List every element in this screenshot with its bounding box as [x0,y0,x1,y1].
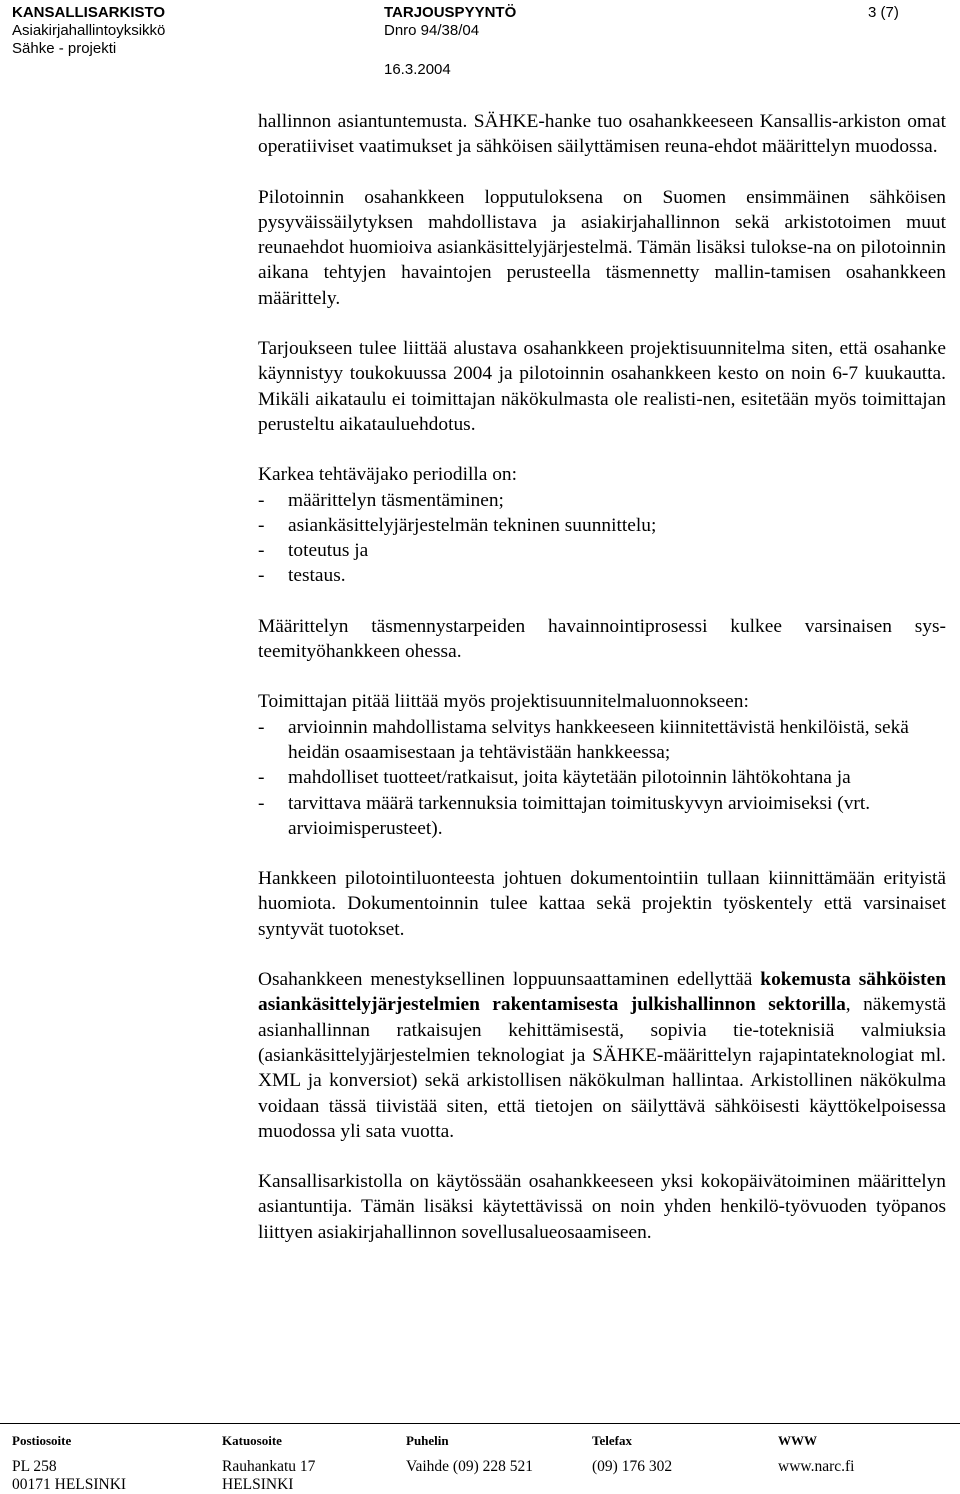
document-body [258,109,946,1245]
attachment-item: - mahdolliset tuotteet/ratkaisut, joita käytetään pilotoinnin lähtökohtana ja [258,767,851,789]
footer-www-link[interactable]: www.narc.fi [778,1458,855,1475]
paragraph-requirements [258,967,946,1144]
task-item: - määrittelyn täsmentäminen; [258,489,504,511]
page-number: 3 (7) [868,4,899,21]
footer-street-line2: HELSINKI [222,1476,294,1493]
paragraph-project-plan: Tarjoukseen tulee liittää alustava osahankkeen projektisuunnitelma siten, että osahanke käynnistyy toukokuussa 2004 ja pilotoinnin osahankkeen kesto on noin 6-7 kuukautta. Mikäli aikataulu ei toimittajan näkökulmasta ole realisti-nen, esitetään myös toimittajan perusteltu aikatauluehdotus. [258,338,946,435]
footer-label-www: WWW [778,1433,817,1448]
unit-name: Asiakirjahallintoyksikkö [12,22,166,39]
attachments-intro: Toimittajan pitää liittää myös projektisuunnitelmaluonnokseen: [258,691,749,713]
footer-label-phone: Puhelin [406,1433,449,1448]
attachment-item-text: mahdolliset tuotteet/ratkaisut, joita käytetään pilotoinnin lähtökohtana ja [288,767,851,789]
attachment-item-text: arvioinnin mahdollistama selvitys hankkeeseen kiinnitettävistä henkilöistä, sekä heidän osaamisestaan ja tehtävistään hankkeessa; [288,716,909,763]
footer-fax: (09) 176 302 [592,1458,673,1475]
attachment-item-text: tarvittava määrä tarkennuksia toimittajan toimituskyvyn arvioimiseksi (vrt. arvioimisperusteet). [288,792,871,839]
task-item-text: testaus. [288,565,346,587]
footer-label-postal: Postiosoite [12,1433,72,1448]
footer-postal-line2: 00171 HELSINKI [12,1476,127,1493]
document-reference: Dnro 94/38/04 [384,22,480,39]
footer-label-street: Katuosoite [222,1433,282,1448]
footer-postal-line1: PL 258 [12,1458,57,1475]
project-name: Sähke - projekti [12,40,117,57]
task-item-text: toteutus ja [288,540,369,562]
task-item: - toteutus ja [258,540,369,562]
task-item-text: määrittelyn täsmentäminen; [288,489,504,511]
document-type: TARJOUSPYYNTÖ [384,4,517,21]
attachment-item: - arvioinnin mahdollistama selvitys hankkeeseen kiinnitettävistä henkilöistä, sekä heidän osaamisestaan ja tehtävistään hankkeessa; [258,716,909,763]
tasks-intro: Karkea tehtäväjako periodilla on: [258,464,517,486]
task-item: - testaus. [258,565,346,587]
paragraph-pilot-result: Pilotoinnin osahankkeen lopputuloksena on Suomen ensimmäinen sähköisen pysyväissäilytyksen mahdollistava ja asiakirjahallinnon sekä arkistotoimen muut reunaehdot huomioiva asiankäsittelyjärjestelmä. Tämän lisäksi tulokse-na on pilotoinnin aikana tehtyjen havaintojen perusteella täsmennetty mallin-tamisen osahankkeen määrittely. [258,186,946,309]
footer-label-fax: Telefax [592,1433,632,1448]
footer-divider [0,1423,960,1424]
paragraph-process: Määrittelyn täsmennystarpeiden havainnointiprosessi kulkee varsinaisen sys-teemityöhankkeen ohessa. [258,615,946,663]
attachment-item: - tarvittava määrä tarkennuksia toimittajan toimituskyvyn arvioimiseksi (vrt. arvioimisperusteet). [258,792,871,839]
footer-street-line1: Rauhankatu 17 [222,1458,316,1475]
task-item: - asiankäsittelyjärjestelmän tekninen suunnittelu; [258,514,657,536]
paragraph-documentation: Hankkeen pilotointiluonteesta johtuen dokumentointiin tullaan kiinnittämään erityistä huomiota. Dokumentoinnin tulee kattaa sekä projektin työskentely että varsinaiset syntyvät tuotokset. [258,868,946,940]
requirements-emphasis: kokemusta sähköisten asiankäsittelyjärjestelmien rakentamisesta julkishallinnon sektorilla [258,969,946,1016]
document-date: 16.3.2004 [384,61,451,78]
task-item-text: asiankäsittelyjärjestelmän tekninen suunnittelu; [288,514,657,536]
requirements-text-b: , näkemystä asianhallinnan ratkaisujen kehittämisestä, sopivia tie-toteknisiä valmiuksia (asiankäsittelyjärjestelmien teknologiat ja SÄHKE-määrittelyn rajapintateknologiat ml. XML ja konversiot) sekä arkistollisen näkökulman hallintaa. Arkistollinen näkökulma voidaan tässä tiivistää siten, että tietojen on säilyttävä sähköisesti käyttökelpoisessa muodossa yli sata vuotta. [258,994,946,1142]
footer-phone: Vaihde (09) 228 521 [406,1458,533,1475]
requirements-text-a: Osahankkeen menestyksellinen loppuunsaattaminen edellyttää [258,969,761,991]
paragraph-resources: Kansallisarkistolla on käytössään osahankkeeseen yksi kokopäivätoiminen määrittelyn asiantuntija. Tämän lisäksi käytettävissä on noin yhden henkilö-työvuoden työpanos liittyen asiakirjahallinnon sovellusalueosaamiseen. [258,1171,946,1243]
paragraph-intro: hallinnon asiantuntemusta. SÄHKE-hanke tuo osahankkeeseen Kansallis-arkiston omat operatiiviset vaatimukset ja sähköisen säilyttämisen reuna-ehdot määrittelyn muodossa. [258,111,946,158]
org-name: KANSALLISARKISTO [12,4,166,21]
